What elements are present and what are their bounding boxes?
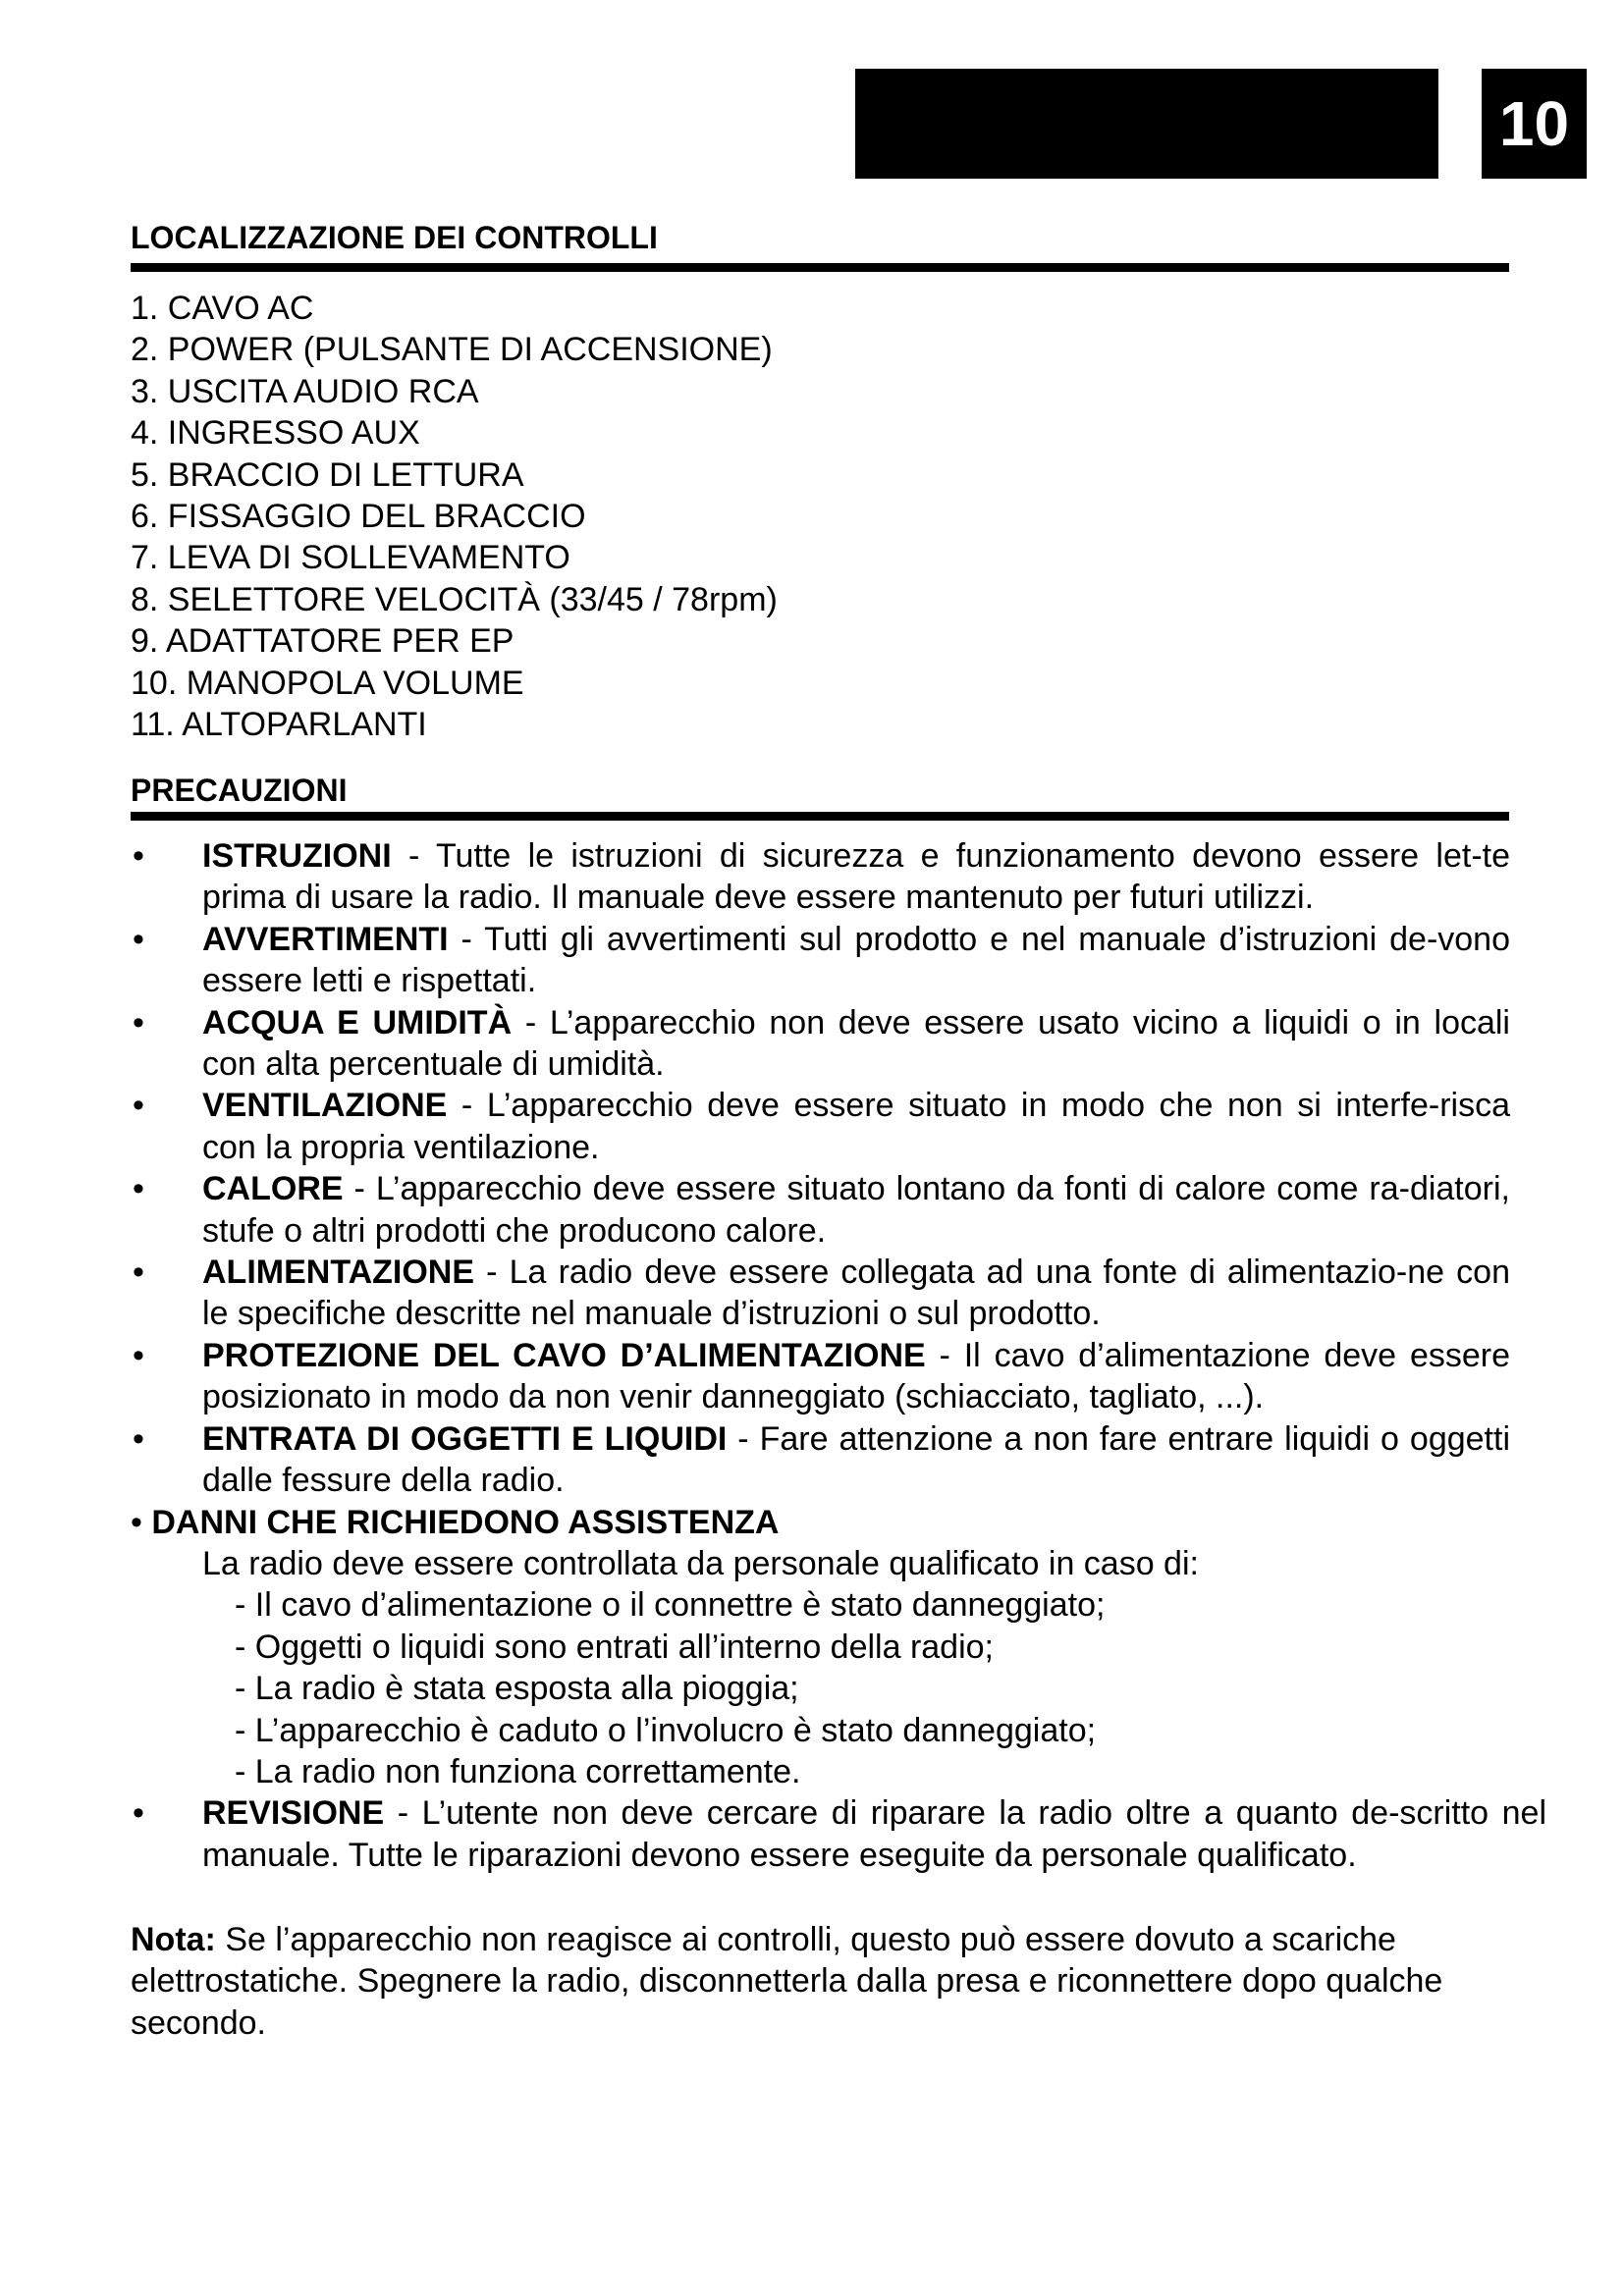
bullet-icon: • (133, 1419, 144, 1458)
bullet-icon: • (133, 1254, 144, 1292)
controls-list (131, 288, 778, 745)
precaution-term: ALIMENTAZIONE (202, 1254, 475, 1292)
list-item: 1. CAVO AC (131, 290, 314, 327)
precaution-text: - Il cavo d’alimentazione deve essere posizionato in modo da non venir danneggiato (schiacciato, tagliato, ...). (202, 1336, 1510, 1416)
precaution-item (131, 835, 1542, 919)
bullet-icon: • (133, 1794, 144, 1833)
precaution-text: - L’utente non deve cercare di riparare la radio oltre a quanto de-scritto nel manuale. Tutte le riparazioni devono essere eseguite da personale qualificato. (202, 1794, 1546, 1874)
precaution-text: - L’apparecchio non deve essere usato vicino a liquidi o in locali con alta percentuale di umidità. (202, 1003, 1510, 1084)
list-item: - Oggetti o liquidi sono entrati all’interno della radio; (235, 1628, 995, 1666)
page-number: 10 (1482, 69, 1587, 179)
precaution-item (131, 1252, 1542, 1335)
note-label: Nota: (131, 1921, 216, 1958)
list-item: 10. MANOPOLA VOLUME (131, 664, 524, 702)
list-item: 11. ALTOPARLANTI (131, 706, 427, 744)
list-item: - La radio non funziona correttamente. (235, 1752, 801, 1790)
precaution-item (131, 1792, 1546, 1876)
bullet-icon: • (133, 1087, 144, 1125)
precaution-term: PROTEZIONE DEL CAVO D’ALIMENTAZIONE (202, 1336, 926, 1374)
precaution-term: AVVERTIMENTI (202, 920, 449, 958)
note-text: Se l’apparecchio non reagisce ai controlli, questo può essere dovuto a scariche elettrostatiche. Spegnere la radio, disconnetterla dalla presa e riconnettere dopo qualche secondo. (131, 1921, 1443, 2042)
precaution-item (131, 1085, 1542, 1168)
precaution-term: CALORE (202, 1170, 344, 1208)
precaution-item (131, 1168, 1542, 1252)
list-item: 8. SELETTORE VELOCITÀ (33/45 / 78rpm) (131, 580, 778, 618)
list-item: 5. BRACCIO DI LETTURA (131, 455, 524, 494)
list-item: 2. POWER (PULSANTE DI ACCENSIONE) (131, 331, 773, 369)
precaution-text: - L’apparecchio deve essere situato lontano da fonti di calore come ra-diatori, stufe o altri prodotti che producono calore. (202, 1170, 1510, 1250)
note-paragraph (131, 1919, 1515, 2044)
precaution-item (131, 1002, 1542, 1086)
precaution-item (131, 1335, 1542, 1418)
precaution-term: VENTILAZIONE (202, 1087, 448, 1125)
bullet-icon: • (133, 1336, 144, 1374)
precaution-text: - L’apparecchio deve essere situato in modo che non si interfe-risca con la propria ventilazione. (202, 1087, 1510, 1166)
list-item: - L’apparecchio è caduto o l’involucro è stato danneggiato; (235, 1711, 1097, 1749)
precaution-term: DANNI CHE RICHIEDONO ASSISTENZA (151, 1503, 780, 1541)
list-item: - La radio è stata esposta alla pioggia; (235, 1670, 799, 1708)
precaution-text: - Tutti gli avvertimenti sul prodotto e nel manuale d’istruzioni de-vono essere letti e rispettati. (202, 920, 1510, 1000)
list-item: 7. LEVA DI SOLLEVAMENTO (131, 539, 570, 577)
precaution-text: - La radio deve essere collegata ad una fonte di alimentazio-ne con le specifiche descritte nel manuale d’istruzioni o sul prodotto. (202, 1254, 1510, 1333)
list-item: - Il cavo d’alimentazione o il connettre è stato danneggiato; (235, 1586, 1106, 1625)
controls-title-rule (131, 263, 1509, 272)
header-bar (855, 69, 1438, 179)
list-item: 9. ADATTATORE PER EP (131, 622, 514, 661)
precaution-item (131, 1418, 1542, 1502)
precaution-text: - Fare attenzione a non fare entrare liquidi o oggetti dalle fessure della radio. (202, 1419, 1510, 1500)
list-item: 3. USCITA AUDIO RCA (131, 372, 479, 410)
precaution-item-assistance (131, 1502, 1542, 1793)
bullet-icon: • (133, 837, 144, 875)
precaution-item (131, 919, 1542, 1002)
bullet-icon: • (133, 920, 144, 958)
precaution-term: ACQUA E UMIDITÀ (202, 1003, 513, 1041)
list-item: 4. INGRESSO AUX (131, 414, 420, 453)
controls-title: LOCALIZZAZIONE DEI CONTROLLI (131, 220, 658, 255)
list-item: 6. FISSAGGIO DEL BRACCIO (131, 498, 586, 536)
assistance-cases (202, 1584, 1542, 1792)
bullet-icon: • (133, 1003, 144, 1041)
assistance-intro: La radio deve essere controllata da personale qualificato in caso di: (202, 1544, 1199, 1582)
precaution-term: ISTRUZIONI (202, 837, 392, 875)
bullet-icon: • (133, 1170, 144, 1208)
precautions-title: PRECAUZIONI (131, 773, 348, 808)
bullet-icon: • (131, 1503, 142, 1541)
precaution-term: ENTRATA DI OGGETTI E LIQUIDI (202, 1419, 728, 1458)
precaution-text: - Tutte le istruzioni di sicurezza e funzionamento devono essere let-te prima di usare la radio. Il manuale deve essere mantenuto per futuri utilizzi. (202, 837, 1510, 917)
precautions-title-rule (131, 812, 1509, 821)
precaution-term: REVISIONE (202, 1794, 385, 1833)
precautions-list (131, 835, 1546, 1876)
